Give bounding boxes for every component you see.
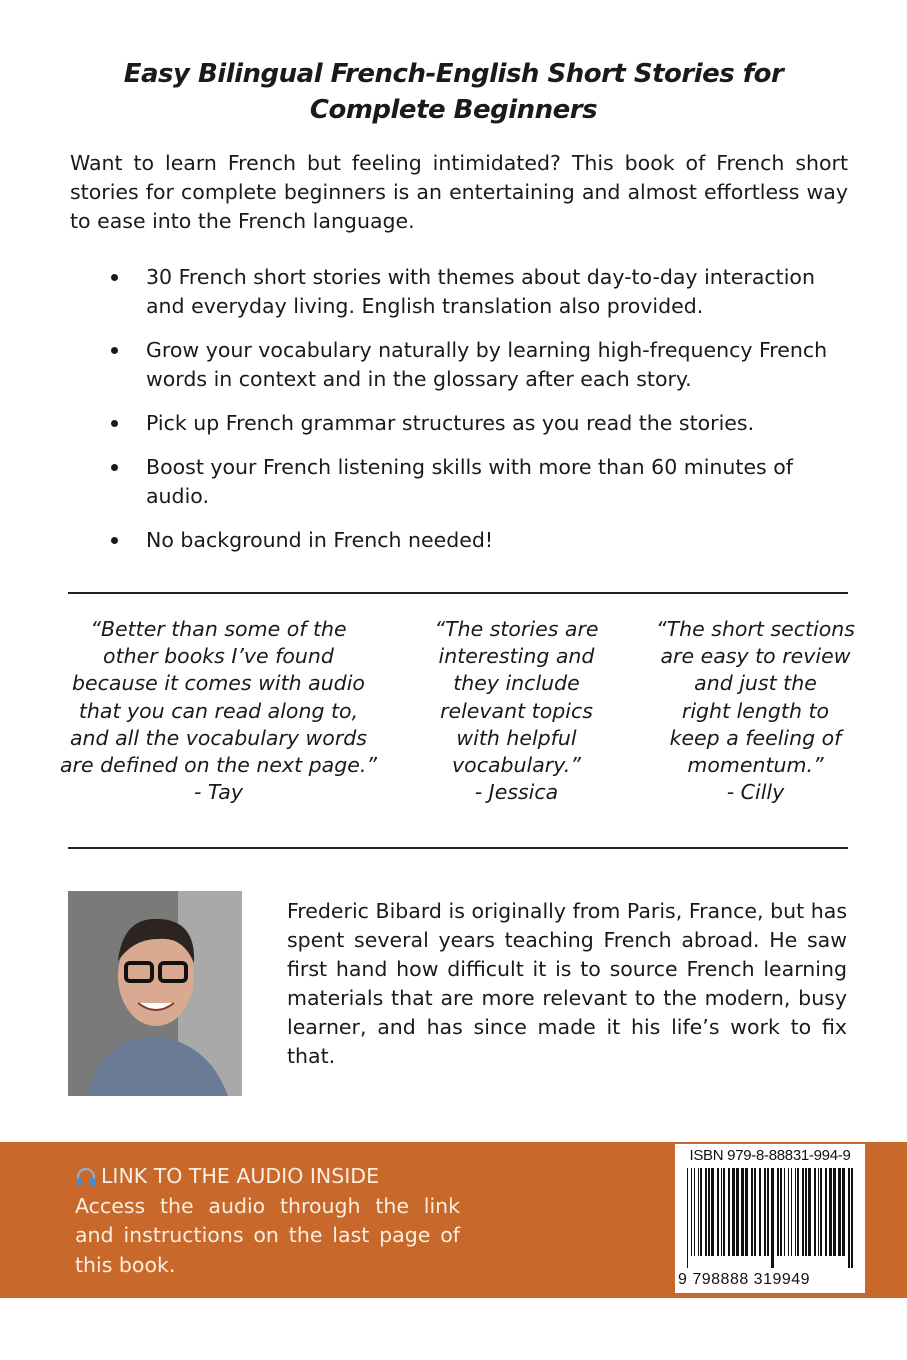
barcode-bar — [705, 1168, 707, 1256]
testimonial-line: because it comes with audio — [72, 671, 365, 696]
audio-info — [75, 1162, 460, 1280]
testimonial — [434, 616, 598, 806]
barcode-bar — [745, 1168, 748, 1256]
feature-text: Boost your French listening skills with more than 60 minutes of audio. — [146, 455, 794, 508]
audio-heading: LINK TO THE AUDIO INSIDE — [101, 1164, 380, 1188]
barcode-bar — [851, 1168, 853, 1268]
author-photo — [68, 891, 242, 1096]
testimonial-line: “The short sections — [656, 617, 855, 641]
barcode-bar — [708, 1168, 710, 1256]
divider — [68, 847, 848, 849]
audio-text: Access the audio through the link and instructions on the last page of this book. — [75, 1193, 460, 1277]
barcode-bar — [802, 1168, 804, 1256]
barcode-bar — [820, 1168, 822, 1256]
testimonial-author: - Jessica — [474, 780, 559, 805]
barcode-bar — [797, 1168, 799, 1256]
barcode-bar — [791, 1168, 792, 1256]
barcode-bar — [764, 1168, 766, 1256]
barcode-bar — [818, 1168, 819, 1256]
testimonial — [656, 616, 855, 806]
barcode-bar — [825, 1168, 827, 1256]
audio-band — [0, 1142, 907, 1298]
bullet-icon — [111, 464, 118, 471]
feature-text: Pick up French grammar structures as you read the stories. — [146, 411, 755, 435]
author-bio: Frederic Bibard is originally from Paris, France, but has spent several years teaching French abroad. He saw first hand how difficult it is to source French learning materials that are more relevant to the modern, busy learner, and has since made it his life’s work to fix that. — [287, 899, 847, 1068]
barcode-bar — [723, 1168, 725, 1256]
barcode-bar — [805, 1168, 807, 1256]
feature-text: Grow your vocabulary naturally by learning high-frequency French words in context and in the glossary after each story. — [146, 338, 828, 391]
feature-item — [70, 453, 848, 511]
barcode-bar — [700, 1168, 702, 1256]
barcode-bar — [721, 1168, 722, 1256]
barcode-bar — [691, 1168, 692, 1256]
isbn-label: ISBN 979-8-88831-994-9 — [689, 1147, 851, 1164]
testimonial-line: vocabulary.” — [452, 753, 581, 778]
bullet-icon — [111, 537, 118, 544]
barcode-bar — [777, 1168, 779, 1256]
testimonial-line: they include — [453, 671, 580, 696]
feature-item — [70, 526, 848, 555]
feature-list — [70, 263, 848, 570]
testimonial-line: right length to — [681, 698, 830, 723]
barcode-bar — [687, 1168, 688, 1268]
testimonial-line: keep a feeling of — [669, 725, 842, 750]
barcode-bar — [732, 1168, 735, 1256]
barcode-bar — [780, 1168, 782, 1256]
testimonial-line: “Better than some of the — [90, 617, 347, 641]
barcode-bar — [848, 1168, 850, 1268]
barcode-bar — [838, 1168, 841, 1256]
testimonial-line: relevant topics — [440, 698, 593, 723]
testimonial-line: are easy to review — [660, 644, 851, 669]
feature-text: No background in French needed! — [146, 528, 494, 552]
isbn-number: 9 798888 319949 — [678, 1271, 811, 1288]
barcode-bar — [784, 1168, 785, 1256]
headphones-icon — [75, 1166, 97, 1188]
testimonial-line: “The stories are — [434, 617, 599, 641]
testimonial-line: with helpful — [456, 725, 577, 750]
barcode-bar — [754, 1168, 756, 1256]
bullet-icon — [111, 420, 118, 427]
barcode-bar — [771, 1168, 774, 1268]
barcode-bar — [788, 1168, 789, 1256]
testimonial-line: interesting and — [438, 644, 595, 669]
testimonial-line: that you can read along to, — [78, 698, 359, 723]
testimonial-line: are defined on the next page.” — [60, 753, 377, 778]
barcode-bar — [698, 1168, 699, 1256]
divider — [68, 592, 848, 594]
barcode-bar — [814, 1168, 816, 1256]
barcode-bar — [795, 1168, 796, 1256]
testimonial-line: and just the — [694, 671, 817, 696]
testimonial-line: momentum.” — [687, 753, 824, 778]
barcode-bar — [751, 1168, 753, 1256]
bullet-icon — [111, 274, 118, 281]
testimonials — [60, 616, 855, 806]
testimonial — [60, 616, 377, 806]
book-title: Easy Bilingual French-English Short Stories for Complete Beginners — [123, 59, 784, 125]
barcode-bar — [711, 1168, 714, 1256]
barcode-bar — [842, 1168, 845, 1256]
testimonial-author: - Cilly — [726, 780, 785, 805]
testimonial-author: - Tay — [193, 780, 243, 805]
barcode-bar — [741, 1168, 744, 1256]
barcode-bar — [833, 1168, 836, 1256]
feature-item — [70, 263, 848, 321]
feature-text: 30 French short stories with themes about day-to-day interaction and everyday living. English translation also provided. — [146, 265, 815, 318]
feature-item — [70, 409, 848, 438]
barcode-bar — [829, 1168, 832, 1256]
barcode-bar — [736, 1168, 739, 1256]
testimonial-line: other books I’ve found — [103, 644, 334, 669]
barcode-bar — [767, 1168, 769, 1256]
bullet-icon — [111, 347, 118, 354]
testimonial-line: and all the vocabulary words — [69, 725, 367, 750]
barcode-bar — [717, 1168, 719, 1256]
barcode-bar — [808, 1168, 811, 1256]
feature-item — [70, 336, 848, 394]
barcode-bar — [728, 1168, 730, 1256]
isbn-barcode — [675, 1144, 865, 1293]
intro-paragraph: Want to learn French but feeling intimidated? This book of French short stories for complete beginners is an entertaining and almost effortless way to ease into the French language. — [70, 151, 848, 233]
barcode-icon — [687, 1168, 855, 1268]
barcode-bar — [694, 1168, 695, 1256]
barcode-bar — [759, 1168, 761, 1256]
